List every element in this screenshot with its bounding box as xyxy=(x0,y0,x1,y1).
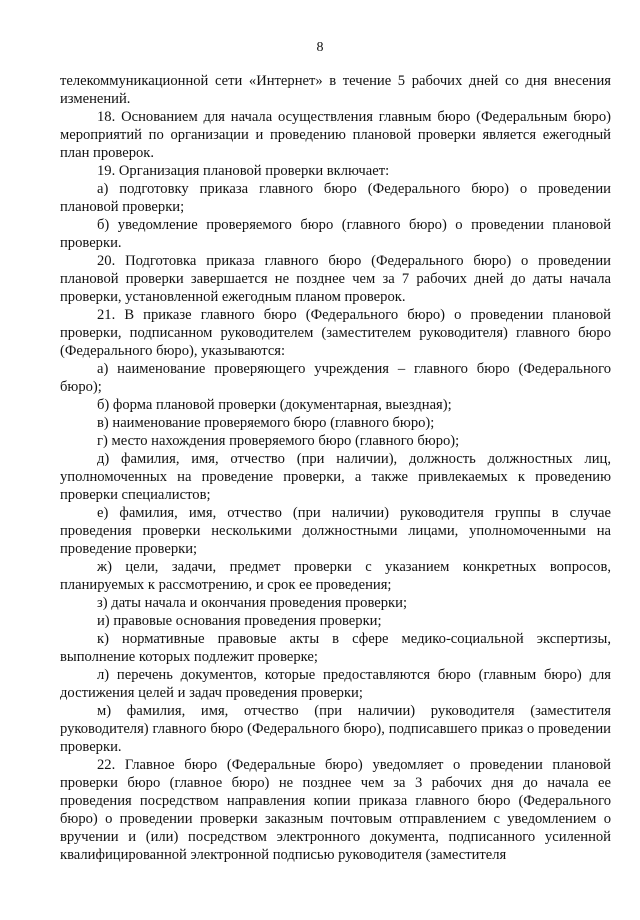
paragraph-21-i: и) правовые основания проведения проверки; xyxy=(97,613,382,629)
paragraph-20: 20. Подготовка приказа главного бюро (Федерального бюро) о проведении плановой проверки завершается не позднее чем за 7 рабочих дней до даты начала проверки, установленной ежегодным планом проверок. xyxy=(60,253,611,305)
paragraph-21-z: з) даты начала и окончания проведения проверки; xyxy=(97,595,408,611)
paragraph-21-d: д) фамилия, имя, отчество (при наличии), должность должностных лиц, уполномоченных на проведение проверки, а также привлекаемых к проведению проверки специалистов; xyxy=(60,451,611,503)
paragraph-21: 21. В приказе главного бюро (Федерального бюро) о проведении плановой проверки, подписанном руководителем (заместителем руководителя) главного бюро (Федерального бюро), указываются: xyxy=(60,307,611,359)
paragraph-continuation: телекоммуникационной сети «Интернет» в течение 5 рабочих дней со дня внесения изменений. xyxy=(60,73,611,107)
paragraph-18: 18. Основанием для начала осуществления главным бюро (Федеральным бюро) мероприятий по организации и проведению плановой проверки является ежегодный план проверок. xyxy=(60,109,611,161)
paragraph-19: 19. Организация плановой проверки включает: xyxy=(97,163,390,179)
paragraph-22: 22. Главное бюро (Федеральные бюро) уведомляет о проведении плановой проверки бюро (главное бюро) не позднее чем за 3 рабочих дня до начала ее проведения посредством направления копии приказа главного бюро (Федерального бюро) о проведении проверки заказным почтовым отправлением с уведомлением о вручении и (или) посредством электронного документа, подписанного усиленной квалифицированной электронной подписью руководителя (заместителя xyxy=(60,757,611,863)
paragraph-21-v: в) наименование проверяемого бюро (главного бюро); xyxy=(97,415,435,431)
paragraph-21-a: а) наименование проверяющего учреждения – главного бюро (Федерального бюро); xyxy=(60,361,611,395)
paragraph-21-e: е) фамилия, имя, отчество (при наличии) руководителя группы в случае проведения проверки несколькими должностными лицами, уполномоченными на проведение проверки; xyxy=(60,505,611,557)
paragraph-21-zh: ж) цели, задачи, предмет проверки с указанием конкретных вопросов, планируемых к рассмотрению, и срок ее проведения; xyxy=(60,559,611,593)
page-number: 8 xyxy=(316,40,324,55)
document-body xyxy=(60,72,611,864)
paragraph-21-l: л) перечень документов, которые предоставляются бюро (главным бюро) для достижения целей и задач проведения проверки; xyxy=(60,667,611,701)
paragraph-21-b: б) форма плановой проверки (документарная, выездная); xyxy=(97,397,452,413)
paragraph-21-g: г) место нахождения проверяемого бюро (главного бюро); xyxy=(97,433,460,449)
paragraph-21-k: к) нормативные правовые акты в сфере медико-социальной экспертизы, выполнение которых подлежит проверке; xyxy=(60,631,611,665)
paragraph-21-m: м) фамилия, имя, отчество (при наличии) руководителя (заместителя руководителя) главного бюро (Федерального бюро), подписавшего приказ о проведении проверки. xyxy=(60,703,611,755)
paragraph-19-a: а) подготовку приказа главного бюро (Федерального бюро) о проведении плановой проверки; xyxy=(60,181,611,215)
paragraph-19-b: б) уведомление проверяемого бюро (главного бюро) о проведении плановой проверки. xyxy=(60,217,611,251)
